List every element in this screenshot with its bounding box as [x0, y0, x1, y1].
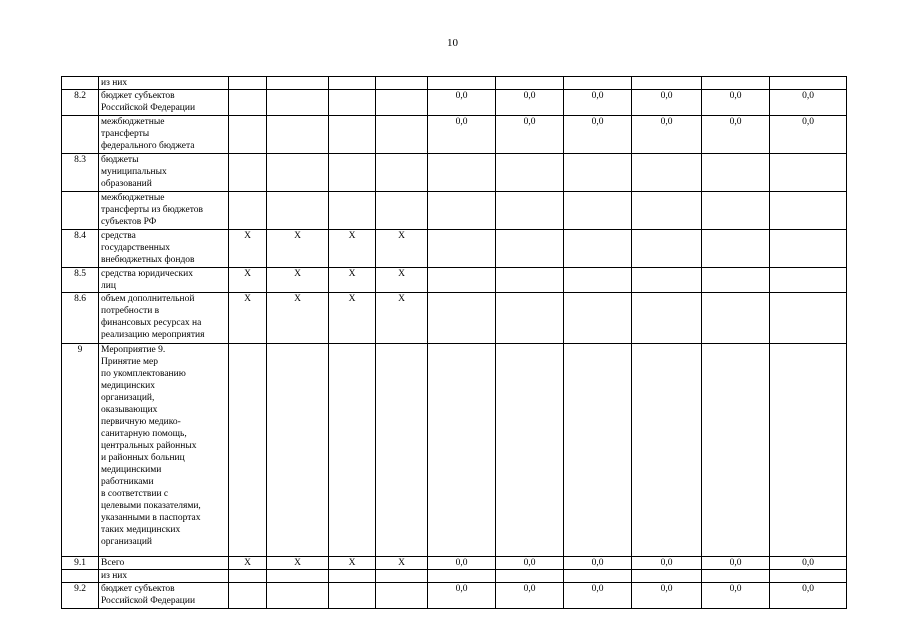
mark-cell — [267, 154, 329, 192]
value-cell: 0,0 — [496, 557, 564, 570]
mark-cell — [376, 192, 428, 230]
table-row — [62, 192, 847, 230]
value-cell: 0,0 — [564, 557, 632, 570]
value-cell — [564, 230, 632, 268]
value-cell — [496, 293, 564, 344]
value-cell: 0,0 — [770, 583, 847, 609]
mark-cell — [229, 570, 267, 583]
value-cell: 0,0 — [496, 583, 564, 609]
mark-cell — [376, 154, 428, 192]
row-name-cell: бюджет субъектов Российской Федерации — [99, 90, 229, 116]
value-cell — [428, 192, 496, 230]
value-cell — [428, 570, 496, 583]
mark-cell — [376, 77, 428, 90]
value-cell: 0,0 — [702, 583, 770, 609]
value-cell — [496, 570, 564, 583]
mark-cell — [329, 344, 376, 557]
mark-cell: X — [329, 268, 376, 293]
row-name-cell: из них — [99, 77, 229, 90]
value-cell — [632, 154, 702, 192]
value-cell — [632, 230, 702, 268]
value-cell — [428, 293, 496, 344]
value-cell — [428, 230, 496, 268]
value-cell — [702, 570, 770, 583]
mark-cell — [267, 192, 329, 230]
value-cell: 0,0 — [428, 583, 496, 609]
value-cell: 0,0 — [496, 90, 564, 116]
page-number: 10 — [447, 37, 458, 49]
value-cell — [702, 344, 770, 557]
mark-cell: X — [329, 230, 376, 268]
mark-cell — [267, 570, 329, 583]
row-number-cell: 9.1 — [62, 557, 99, 570]
value-cell — [770, 154, 847, 192]
row-name-cell: средства юридических лиц — [99, 268, 229, 293]
row-number-cell: 9.2 — [62, 583, 99, 609]
value-cell — [632, 570, 702, 583]
table-row — [62, 344, 847, 557]
mark-cell — [229, 583, 267, 609]
value-cell: 0,0 — [632, 90, 702, 116]
value-cell: 0,0 — [428, 557, 496, 570]
mark-cell — [329, 77, 376, 90]
value-cell: 0,0 — [428, 116, 496, 154]
mark-cell — [376, 583, 428, 609]
mark-cell — [376, 344, 428, 557]
table-row — [62, 570, 847, 583]
row-number-cell: 8.2 — [62, 90, 99, 116]
mark-cell: X — [329, 293, 376, 344]
budget-table — [61, 76, 847, 609]
value-cell: 0,0 — [770, 557, 847, 570]
value-cell — [564, 570, 632, 583]
value-cell — [770, 344, 847, 557]
row-number-cell — [62, 570, 99, 583]
value-cell: 0,0 — [496, 116, 564, 154]
row-number-cell — [62, 77, 99, 90]
value-cell — [702, 154, 770, 192]
value-cell: 0,0 — [702, 116, 770, 154]
mark-cell: X — [376, 230, 428, 268]
value-cell — [632, 344, 702, 557]
mark-cell — [329, 154, 376, 192]
row-name-cell: межбюджетные трансферты из бюджетов субъектов РФ — [99, 192, 229, 230]
value-cell — [564, 77, 632, 90]
mark-cell — [329, 90, 376, 116]
row-number-cell: 8.6 — [62, 293, 99, 344]
mark-cell — [229, 90, 267, 116]
mark-cell — [376, 570, 428, 583]
value-cell — [496, 344, 564, 557]
mark-cell — [329, 192, 376, 230]
mark-cell: X — [229, 230, 267, 268]
row-name-cell: бюджет субъектов Российской Федерации — [99, 583, 229, 609]
mark-cell — [329, 116, 376, 154]
mark-cell: X — [267, 293, 329, 344]
value-cell — [770, 230, 847, 268]
mark-cell — [329, 570, 376, 583]
row-number-cell — [62, 116, 99, 154]
row-number-cell: 9 — [62, 344, 99, 557]
value-cell — [496, 268, 564, 293]
mark-cell: X — [376, 268, 428, 293]
mark-cell: X — [267, 268, 329, 293]
value-cell — [428, 77, 496, 90]
value-cell — [428, 344, 496, 557]
mark-cell: X — [267, 557, 329, 570]
mark-cell — [229, 77, 267, 90]
table-row — [62, 230, 847, 268]
value-cell: 0,0 — [428, 90, 496, 116]
value-cell — [496, 230, 564, 268]
row-number-cell: 8.3 — [62, 154, 99, 192]
table-row — [62, 583, 847, 609]
mark-cell — [229, 116, 267, 154]
value-cell — [632, 192, 702, 230]
mark-cell: X — [229, 557, 267, 570]
value-cell: 0,0 — [770, 90, 847, 116]
mark-cell — [267, 90, 329, 116]
mark-cell — [329, 583, 376, 609]
table-row — [62, 77, 847, 90]
value-cell: 0,0 — [632, 583, 702, 609]
table-row — [62, 116, 847, 154]
mark-cell: X — [267, 230, 329, 268]
value-cell — [632, 293, 702, 344]
value-cell — [702, 230, 770, 268]
value-cell — [702, 268, 770, 293]
value-cell — [564, 293, 632, 344]
table-row — [62, 90, 847, 116]
table-row — [62, 557, 847, 570]
value-cell — [770, 268, 847, 293]
row-name-cell: из них — [99, 570, 229, 583]
mark-cell — [267, 583, 329, 609]
mark-cell — [229, 192, 267, 230]
value-cell — [702, 77, 770, 90]
mark-cell: X — [229, 268, 267, 293]
mark-cell: X — [329, 557, 376, 570]
mark-cell — [267, 344, 329, 557]
table-row — [62, 154, 847, 192]
value-cell — [564, 344, 632, 557]
mark-cell — [229, 154, 267, 192]
value-cell — [564, 192, 632, 230]
value-cell — [770, 77, 847, 90]
row-name-cell: объем дополнительной потребности в финансовых ресурсах на реализацию мероприятия — [99, 293, 229, 344]
value-cell: 0,0 — [564, 116, 632, 154]
value-cell — [496, 154, 564, 192]
value-cell — [496, 77, 564, 90]
value-cell: 0,0 — [564, 90, 632, 116]
value-cell — [428, 154, 496, 192]
value-cell: 0,0 — [702, 90, 770, 116]
row-number-cell: 8.4 — [62, 230, 99, 268]
row-number-cell: 8.5 — [62, 268, 99, 293]
row-name-cell: Мероприятие 9. Принятие мер по укомплектованию медицинских организаций, оказывающих первичную медико- санитарную помощь, центральных районных и районных больниц медицинскими работниками в соответствии с целевыми показателями, указанными в паспортах таких медицинских организаций — [99, 344, 229, 557]
table-row — [62, 268, 847, 293]
value-cell — [564, 154, 632, 192]
value-cell — [702, 293, 770, 344]
value-cell: 0,0 — [702, 557, 770, 570]
value-cell: 0,0 — [564, 583, 632, 609]
value-cell: 0,0 — [632, 557, 702, 570]
value-cell — [702, 192, 770, 230]
mark-cell: X — [376, 293, 428, 344]
value-cell — [496, 192, 564, 230]
mark-cell — [376, 90, 428, 116]
row-name-cell: межбюджетные трансферты федерального бюджета — [99, 116, 229, 154]
value-cell: 0,0 — [632, 116, 702, 154]
value-cell — [770, 570, 847, 583]
value-cell — [770, 192, 847, 230]
value-cell — [632, 77, 702, 90]
value-cell — [632, 268, 702, 293]
mark-cell — [267, 77, 329, 90]
row-name-cell: средства государственных внебюджетных фондов — [99, 230, 229, 268]
budget-table-body — [62, 77, 847, 609]
row-name-cell: Всего — [99, 557, 229, 570]
row-number-cell — [62, 192, 99, 230]
value-cell — [428, 268, 496, 293]
mark-cell — [267, 116, 329, 154]
value-cell: 0,0 — [770, 116, 847, 154]
value-cell — [564, 268, 632, 293]
mark-cell: X — [229, 293, 267, 344]
mark-cell — [376, 116, 428, 154]
value-cell — [770, 293, 847, 344]
mark-cell: X — [376, 557, 428, 570]
table-row — [62, 293, 847, 344]
mark-cell — [229, 344, 267, 557]
row-name-cell: бюджеты муниципальных образований — [99, 154, 229, 192]
